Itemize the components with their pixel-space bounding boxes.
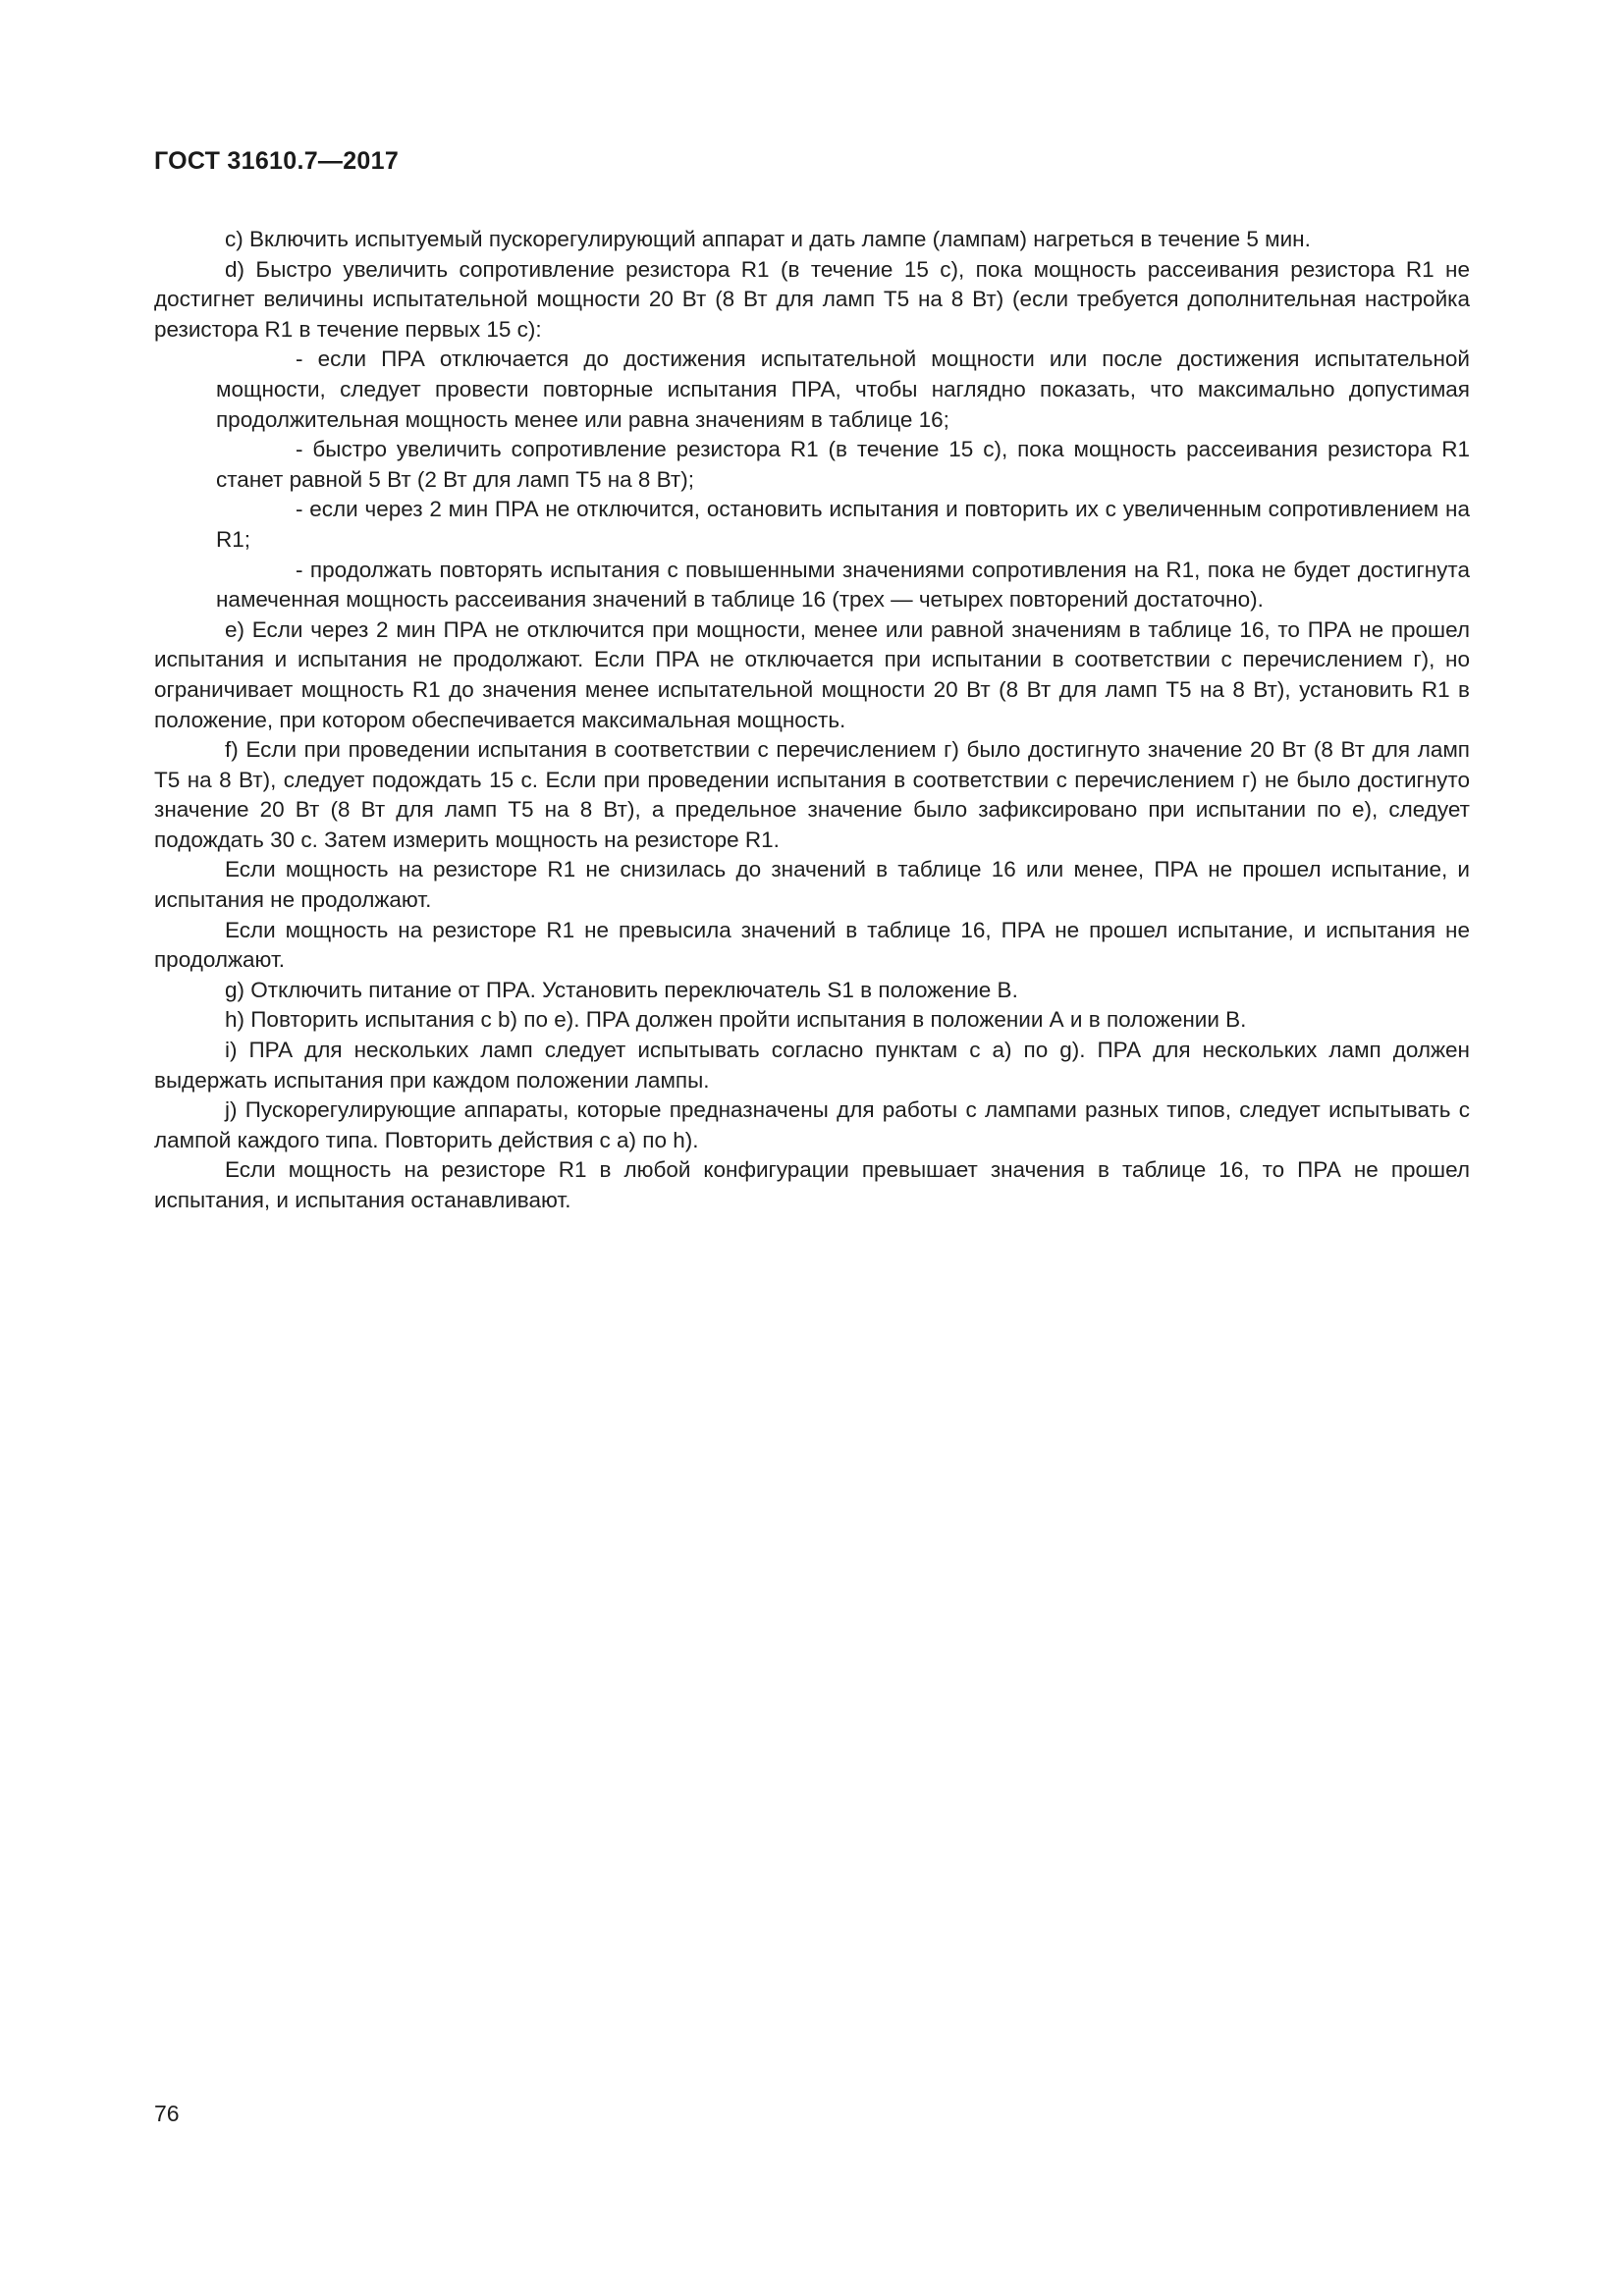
sub-item-3: - если через 2 мин ПРА не отключится, остановить испытания и повторить их с увеличенным сопротивлением на R1;	[216, 497, 1470, 552]
paragraph-d: d) Быстро увеличить сопротивление резистора R1 (в течение 15 с), пока мощность рассеивания резистора R1 не достигнет величины испытательной мощности 20 Вт (8 Вт для ламп Т5 на 8 Вт) (если требуется дополнительная настройка резистора R1 в течение первых 15 с):	[154, 256, 1470, 342]
page-number: 76	[154, 2101, 180, 2126]
paragraph-note-2: Если мощность на резисторе R1 не превысила значений в таблице 16, ПРА не прошел испытание, и испытания не продолжают.	[154, 917, 1470, 973]
paragraph-g: g) Отключить питание от ПРА. Установить переключатель S1 в положение В.	[225, 977, 1018, 1002]
paragraph-f: f) Если при проведении испытания в соответствии с перечислением г) было достигнуто значение 20 Вт (8 Вт для ламп Т5 на 8 Вт), следует подождать 15 с. Если при проведении испытания в соответствии с перечислением г) не было достигнуто значение 20 Вт (8 Вт для ламп Т5 на 8 Вт), а предельное значение было зафиксировано при испытании по е), следует подождать 30 с. Затем измерить мощность на резисторе R1.	[154, 737, 1470, 852]
paragraph-i: i) ПРА для нескольких ламп следует испытывать согласно пунктам с а) по g). ПРА для нескольких ламп должен выдержать испытания при каждом положении лампы.	[154, 1038, 1470, 1093]
sub-item-2: - быстро увеличить сопротивление резистора R1 (в течение 15 с), пока мощность рассеивания резистора R1 станет равной 5 Вт (2 Вт для ламп Т5 на 8 Вт);	[216, 437, 1470, 492]
body-text	[154, 225, 1470, 1216]
paragraph-conclusion: Если мощность на резисторе R1 в любой конфигурации превышает значения в таблице 16, то ПРА не прошел испытания, и испытания останавливают.	[154, 1157, 1470, 1212]
document-code: ГОСТ 31610.7—2017	[154, 147, 400, 175]
sub-item-4: - продолжать повторять испытания с повышенными значениями сопротивления на R1, пока не будет достигнута намеченная мощность рассеивания значений в таблице 16 (трех — четырех повторений достаточно).	[216, 557, 1470, 613]
paragraph-c: c) Включить испытуемый пускорегулирующий аппарат и дать лампе (лампам) нагреться в течение 5 мин.	[225, 227, 1311, 251]
paragraph-e: e) Если через 2 мин ПРА не отключится при мощности, менее или равной значениям в таблице 16, то ПРА не прошел испытания и испытания не продолжают. Если ПРА не отключается при испытании в соответствии с перечислением г), но ограничивает мощность R1 до значения менее испытательной мощности 20 Вт (8 Вт для ламп Т5 на 8 Вт), установить R1 в положение, при котором обеспечивается максимальная мощность.	[154, 616, 1470, 732]
paragraph-h: h) Повторить испытания с b) по е). ПРА должен пройти испытания в положении А и в положении В.	[225, 1007, 1247, 1033]
sub-item-1: - если ПРА отключается до достижения испытательной мощности или после достижения испытательной мощности, следует провести повторные испытания ПРА, чтобы наглядно показать, что максимально допустимая продолжительная мощность менее или равна значениям в таблице 16;	[216, 347, 1470, 432]
paragraph-j: j) Пускорегулирующие аппараты, которые предназначены для работы с лампами разных типов, следует испытывать с лампой каждого типа. Повторить действия с а) по h).	[154, 1097, 1470, 1152]
paragraph-note-1: Если мощность на резисторе R1 не снизилась до значений в таблице 16 или менее, ПРА не прошел испытание, и испытания не продолжают.	[154, 857, 1470, 913]
